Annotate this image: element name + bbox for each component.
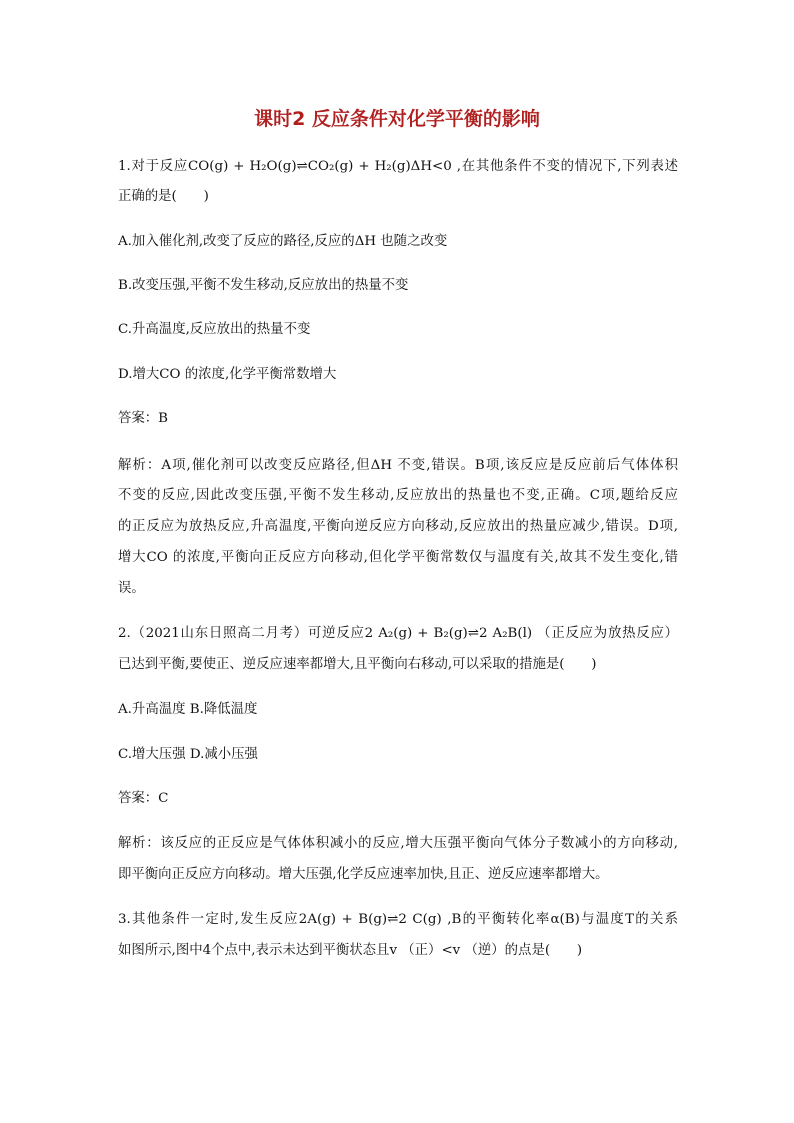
page-title: 课时2 反应条件对化学平衡的影响: [254, 108, 540, 130]
q1-answer: 答案：B: [118, 411, 169, 426]
q1-analysis-line-5: 误。: [118, 581, 145, 596]
q2-analysis-line-2: 即平衡向正反应方向移动。增大压强,化学反应速率加快,且正、逆反应速率都增大。: [118, 867, 609, 882]
q1-option-b: B.改变压强,平衡不发生移动,反应放出的热量不变: [118, 278, 409, 293]
q2-stem-line-1: 2.（2021山东日照高二月考）可逆反应2 A₂(g) + B₂(g)⇌2 A₂B(l) （正反应为放热反应）: [118, 626, 678, 641]
q1-option-d: D.增大CO 的浓度,化学平衡常数增大: [118, 367, 337, 382]
q1-option-c: C.升高温度,反应放出的热量不变: [118, 322, 311, 337]
q3-stem-line-1: 3.其他条件一定时,发生反应2A(g) + B(g)⇌2 C(g) ,B的平衡转化率α(B)与温度T的关系: [118, 912, 678, 927]
q1-analysis-line-2: 不变的反应,因此改变压强,平衡不发生移动,反应放出的热量也不变,正确。C项,题给反应: [118, 488, 678, 503]
q2-answer: 答案：C: [118, 791, 169, 806]
q1-analysis-line-3: 的正反应为放热反应,升高温度,平衡向逆反应方向移动,反应放出的热量应减少,错误。D项,: [118, 519, 678, 534]
q2-options-ab: A.升高温度 B.降低温度: [118, 702, 258, 717]
q1-stem-line-2: 正确的是( ): [118, 189, 209, 204]
q2-stem-line-2: 已达到平衡,要使正、逆反应速率都增大,且平衡向右移动,可以采取的措施是( ): [118, 657, 597, 672]
q3-stem-line-2: 如图所示,图中4个点中,表示未达到平衡状态且v （正）<v （逆）的点是( ): [118, 943, 583, 958]
q1-analysis-line-1: 解析：A项,催化剂可以改变反应路径,但ΔH 不变,错误。B项,该反应是反应前后气体体积: [118, 458, 678, 473]
q1-stem-line-1: 1.对于反应CO(g) + H₂O(g)⇌CO₂(g) + H₂(g)ΔH<0 ,在其他条件不变的情况下,下列表述: [118, 159, 678, 174]
q2-options-cd: C.增大压强 D.减小压强: [118, 747, 258, 762]
q1-analysis-line-4: 增大CO 的浓度,平衡向正反应方向移动,但化学平衡常数仅与温度有关,故其不发生变化,错: [118, 550, 678, 565]
q1-option-a: A.加入催化剂,改变了反应的路径,反应的ΔH 也随之改变: [118, 234, 448, 249]
q2-analysis-line-1: 解析：该反应的正反应是气体体积减小的反应,增大压强平衡向气体分子数减小的方向移动,: [118, 836, 678, 851]
